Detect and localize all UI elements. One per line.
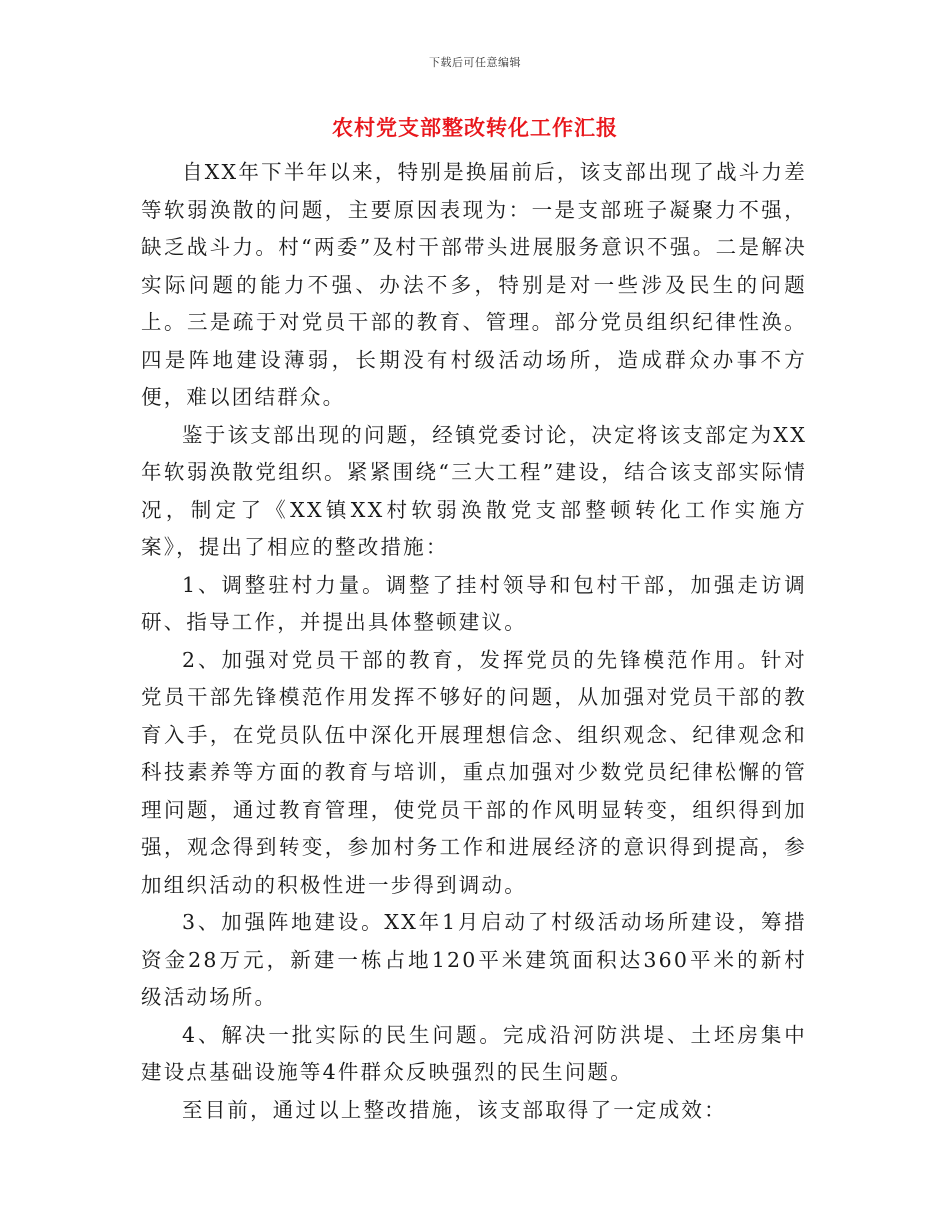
paragraph: 2、加强对党员干部的教育，发挥党员的先锋模范作用。针对党员干部先锋模范作用发挥不够好的问题，从加强对党员干部的教育入手，在党员队伍中深化开展理想信念、组织观念、纪律观念和科技素养等方面的教育与培训，重点加强对少数党员纪律松懈的管理问题，通过教育管理，使党员干部的作风明显转变，组织得到加强，观念得到转变，参加村务工作和进展经济的意识得到提高，参加组织活动的积极性进一步得到调动。 [141, 647, 807, 897]
paragraph: 3、加强阵地建设。XX年1月启动了村级活动场所建设，筹措资金28万元，新建一栋占地120平米建筑面积达360平米的新村级活动场所。 [141, 910, 807, 1009]
paragraph: 4、解决一批实际的民生问题。完成沿河防洪堤、土坯房集中建设点基础设施等4件群众反映强烈的民生问题。 [141, 1022, 807, 1084]
paragraph: 自XX年下半年以来，特别是换届前后，该支部出现了战斗力差等软弱涣散的问题，主要原因表现为：一是支部班子凝聚力不强，缺乏战斗力。村“两委”及村干部带头进展服务意识不强。二是解决实际问题的能力不强、办法不多，特别是对一些涉及民生的问题上。三是疏于对党员干部的教育、管理。部分党员组织纪律性涣。四是阵地建设薄弱，长期没有村级活动场所，造成群众办事不方便，难以团结群众。 [141, 160, 807, 409]
header-note: 下载后可任意编辑 [429, 56, 521, 69]
paragraph: 鉴于该支部出现的问题，经镇党委讨论，决定将该支部定为XX年软弱涣散党组织。紧紧围绕“三大工程”建设，结合该支部实际情况，制定了《XX镇XX村软弱涣散党支部整顿转化工作实施方案》，提出了相应的整改措施： [141, 422, 807, 559]
document-title: 农村党支部整改转化工作汇报 [332, 115, 618, 140]
document-body [141, 154, 807, 1129]
paragraph: 至目前，通过以上整改措施，该支部取得了一定成效： [182, 1097, 727, 1122]
paragraph: 1、调整驻村力量。调整了挂村领导和包村干部，加强走访调研、指导工作，并提出具体整顿建议。 [141, 572, 807, 634]
